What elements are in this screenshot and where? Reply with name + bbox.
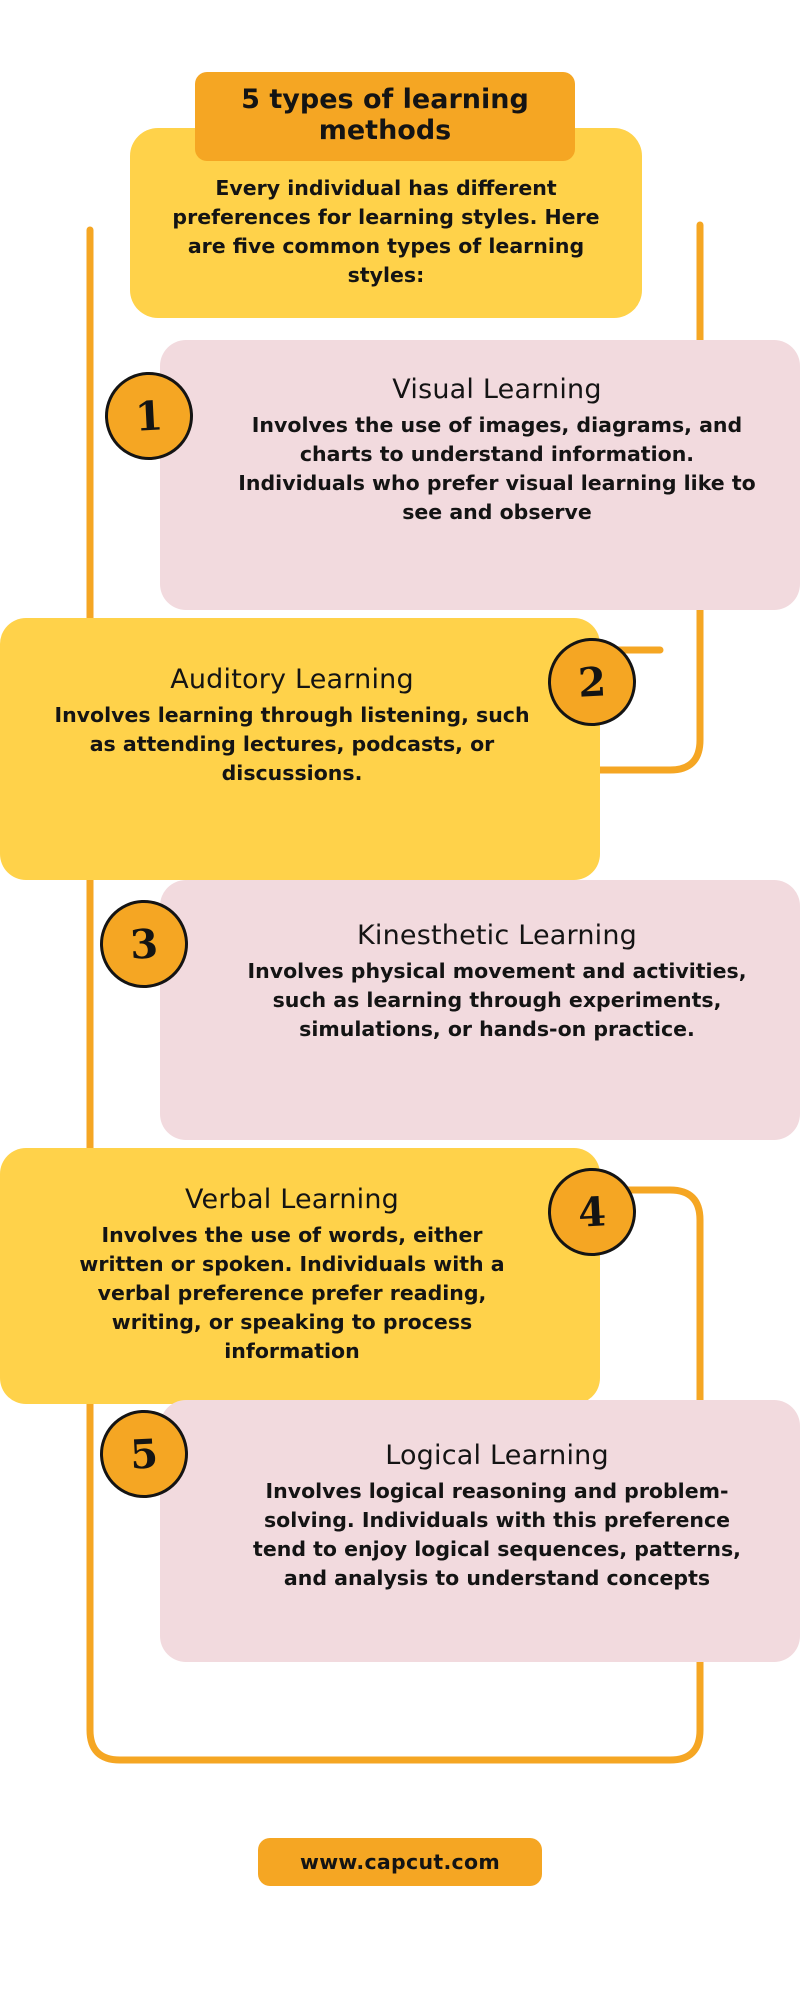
header-subtitle: Every individual has different preferences for learning styles. Here are five common types of learning styles: [172,176,600,288]
step-badge-1: 1 [103,370,195,462]
step-badge-5: 5 [98,1408,190,1500]
item-card-2 [0,618,600,880]
item-body-4: Involves the use of words, either written or spoken. Individuals with a verbal preference prefer reading, writing, or speaking to process information [79,1223,505,1364]
item-body-3: Involves physical movement and activities, such as learning through experiments, simulations, or hands-on practice. [247,959,747,1042]
item-card-4 [0,1148,600,1404]
item-body-2: Involves learning through listening, such as attending lectures, podcasts, or discussions. [54,703,530,786]
step-badge-3: 3 [98,898,190,990]
item-title-4: Verbal Learning [184,1184,400,1215]
website-link[interactable]: www.capcut.com [258,1838,542,1886]
step-badge-4: 4 [546,1166,638,1258]
item-title-3: Kinesthetic Learning [356,920,638,951]
item-card-3 [160,880,800,1140]
step-badge-2: 2 [546,636,638,728]
item-body-5: Involves logical reasoning and problem-solving. Individuals with this preference tend to enjoy logical sequences, patterns, and analysis to understand concepts [253,1479,741,1591]
item-title-2: Auditory Learning [170,664,414,695]
item-body-1: Involves the use of images, diagrams, and charts to understand information. Individuals who prefer visual learning like to see and observe [238,413,756,525]
item-title-1: Visual Learning [392,374,602,405]
item-title-5: Logical Learning [385,1440,609,1471]
item-card-5 [160,1400,800,1662]
item-card-1 [160,340,800,610]
page-title: 5 types of learning methods [195,72,575,161]
